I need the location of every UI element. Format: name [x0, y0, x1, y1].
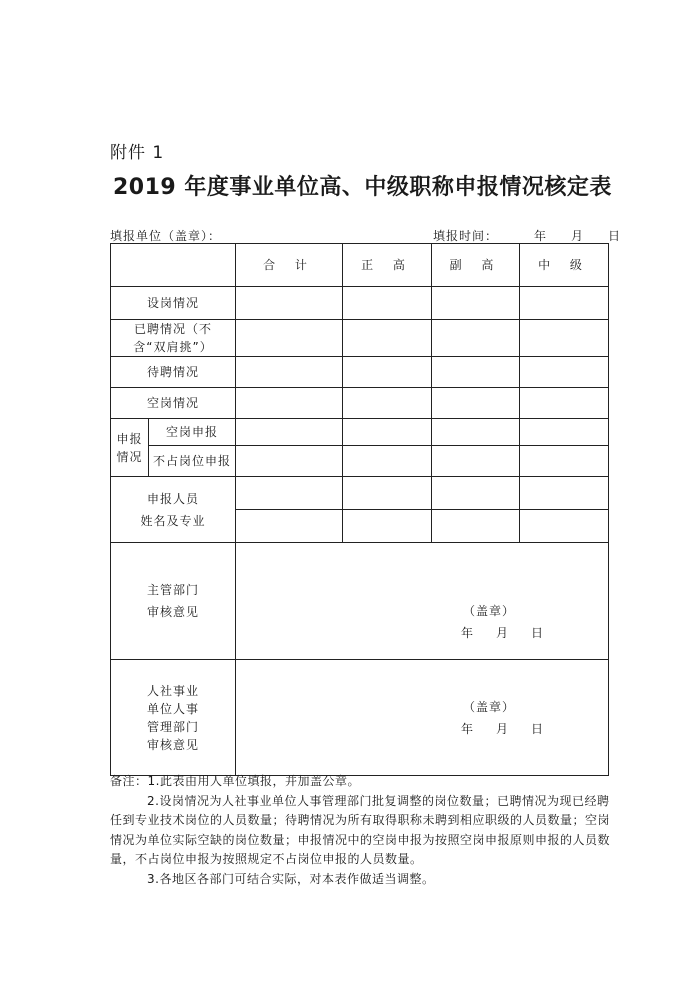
dept-month: 月 [496, 626, 510, 640]
fill-day: 日 [608, 229, 622, 243]
input-cell[interactable] [520, 320, 609, 357]
note-1: 备注：1.此表由用人单位填报，并加盖公章。 [110, 774, 360, 788]
input-cell[interactable] [236, 477, 343, 510]
note-3: 3.各地区各部门可结合实际，对本表作做适当调整。 [147, 871, 435, 886]
hr-date [461, 718, 544, 740]
input-cell[interactable] [343, 320, 432, 357]
fill-year: 年 [534, 229, 548, 243]
input-cell[interactable] [343, 477, 432, 510]
row-label-hr [111, 660, 236, 776]
table-row [111, 419, 609, 446]
input-cell[interactable] [343, 287, 432, 320]
header-deputy-senior: 副 高 [432, 244, 520, 287]
header-intermediate: 中 级 [520, 244, 609, 287]
input-cell[interactable] [343, 357, 432, 388]
header-total: 合 计 [236, 244, 343, 287]
input-cell[interactable] [432, 388, 520, 419]
dept-date [461, 622, 544, 644]
table-row [111, 477, 609, 510]
fill-time-label: 填报时间： [433, 229, 499, 243]
table-row [111, 388, 609, 419]
input-cell[interactable] [236, 357, 343, 388]
input-cell[interactable] [520, 388, 609, 419]
input-cell[interactable] [432, 477, 520, 510]
row-label-pending: 待聘情况 [111, 357, 236, 388]
row-label-applicants [111, 477, 236, 543]
input-cell[interactable] [343, 388, 432, 419]
input-cell[interactable] [520, 357, 609, 388]
table-row [111, 357, 609, 388]
dept-opinion-cell[interactable] [236, 543, 609, 660]
header-senior: 正 高 [343, 244, 432, 287]
input-cell[interactable] [432, 419, 520, 446]
dept-day: 日 [531, 626, 545, 640]
input-cell[interactable] [432, 446, 520, 477]
declare-group-line1: 申报 [116, 431, 143, 446]
dept-line1: 主管部门 [146, 583, 199, 597]
declare-group-line2: 情况 [116, 449, 143, 464]
input-cell[interactable] [343, 419, 432, 446]
corner-cell [111, 244, 236, 287]
table-row [111, 446, 609, 477]
dept-line2: 审核意见 [146, 605, 199, 619]
hr-line1: 人社事业 [146, 683, 199, 698]
note-2: 2.设岗情况为人社事业单位人事管理部门批复调整的岗位数量；已聘情况为现已经聘任到专业技术岗位的人员数量；待聘情况为所有取得职称未聘到相应职级的人员数量；空岗情况为单位实际空缺的岗位数量；申报情况中的空岗申报为按照空岗申报原则申报的人员数量，不占岗位申报为按照规定不占岗位申报的人员数量。 [110, 793, 611, 866]
row-label-vacant: 空岗情况 [111, 388, 236, 419]
fill-month: 月 [571, 229, 585, 243]
input-cell[interactable] [520, 419, 609, 446]
row-label-declare-group [111, 419, 149, 477]
notes [110, 772, 610, 889]
hr-month: 月 [496, 722, 510, 736]
hr-day: 日 [531, 722, 545, 736]
header-row [111, 244, 609, 287]
input-cell[interactable] [520, 287, 609, 320]
input-cell[interactable] [432, 357, 520, 388]
hr-line4: 审核意见 [146, 737, 199, 752]
hr-opinion-cell[interactable] [236, 660, 609, 776]
input-cell[interactable] [343, 510, 432, 543]
table-row [111, 320, 609, 357]
table-row [111, 660, 609, 776]
table-row [111, 287, 609, 320]
input-cell[interactable] [236, 320, 343, 357]
hr-year: 年 [461, 722, 475, 736]
row-label-hired-line1: 已聘情况（不 [133, 322, 212, 336]
input-cell[interactable] [520, 446, 609, 477]
verification-table [110, 243, 609, 776]
applicants-line1: 申报人员 [146, 491, 199, 506]
row-label-declare-vacant: 空岗申报 [149, 419, 236, 446]
dept-seal-label: （盖章） [463, 604, 516, 618]
fill-time [433, 227, 621, 244]
input-cell[interactable] [236, 446, 343, 477]
input-cell[interactable] [236, 419, 343, 446]
dept-year: 年 [461, 626, 475, 640]
input-cell[interactable] [236, 388, 343, 419]
hr-seal-label: （盖章） [463, 700, 516, 714]
input-cell[interactable] [520, 510, 609, 543]
row-label-hired-line2: 含“双肩挑”） [133, 340, 213, 354]
row-label-dept [111, 543, 236, 660]
input-cell[interactable] [432, 320, 520, 357]
input-cell[interactable] [236, 510, 343, 543]
input-cell[interactable] [520, 477, 609, 510]
row-label-hired [111, 320, 236, 357]
page-title: 2019 年度事业单位高、中级职称申报情况核定表 [113, 175, 612, 200]
hr-line2: 单位人事 [146, 701, 199, 716]
input-cell[interactable] [236, 287, 343, 320]
applicants-line2: 姓名及专业 [140, 513, 206, 528]
input-cell[interactable] [432, 510, 520, 543]
table-row [111, 543, 609, 660]
attachment-label: 附件 1 [110, 143, 165, 163]
row-label-post: 设岗情况 [111, 287, 236, 320]
hr-line3: 管理部门 [146, 719, 199, 734]
row-label-declare-nonpost: 不占岗位申报 [149, 446, 236, 477]
fill-unit-label: 填报单位（盖章）： [110, 229, 222, 243]
input-cell[interactable] [343, 446, 432, 477]
input-cell[interactable] [432, 287, 520, 320]
